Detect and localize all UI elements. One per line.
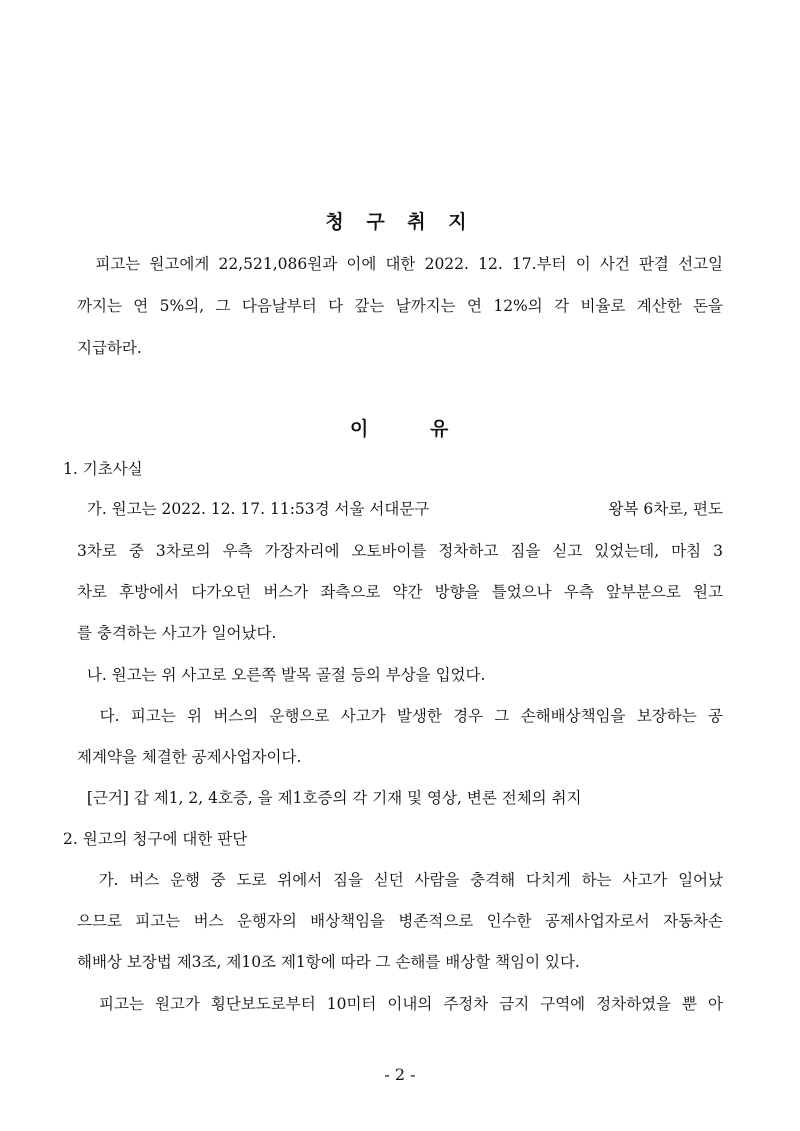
claim-heading: 청 구 취 지 [325,211,475,233]
ga2-line-1: 가. 버스 운행 중 도로 위에서 짐을 싣던 사람을 충격해 다치게 하는 사고가 일어났 [77,871,723,889]
ga1-line-4: 를 충격하는 사고가 일어났다. [77,624,277,642]
reasons-heading-right: 유 [430,418,449,440]
na1-line: 나. 원고는 위 사고로 오른쪽 발목 골절 등의 부상을 입었다. [77,666,486,684]
ga2-line-3: 해배상 보장법 제3조, 제10조 제1항에 따라 그 손해를 배상할 책임이 있다. [77,953,580,971]
reasons-heading-left: 이 [350,418,369,440]
ga1-line-1a: 가. 원고는 2022. 12. 17. 11:53경 서울 서대문구 [77,500,430,518]
page-number: - 2 - [384,1065,416,1084]
claim-line-3: 지급하라. [77,339,142,357]
ga2-line-4: 피고는 원고가 횡단보도로부터 10미터 이내의 주정차 금지 구역에 정차하였을 뿐 아 [77,995,723,1013]
da1-line-1: 다. 피고는 위 버스의 운행으로 사고가 발생한 경우 그 손해배상책임을 보장하는 공 [77,707,723,725]
ga2-line-2: 으므로 피고는 버스 운행자의 배상책임을 병존적으로 인수한 공제사업자로서 자동차손 [77,912,723,930]
ga1-line-2: 3차로 중 3차로의 우측 가장자리에 오토바이를 정차하고 짐을 싣고 있었는데, 마침 3 [77,542,723,560]
da1-line-2: 제계약을 체결한 공제사업자이다. [77,748,302,766]
ga1-line-3: 차로 후방에서 다가오던 버스가 좌측으로 약간 방향을 틀었으나 우측 앞부분으로 원고 [77,583,723,601]
claim-line-1: 피고는 원고에게 22,521,086원과 이에 대한 2022. 12. 17.부터 이 사건 판결 선고일 [77,255,723,273]
section1-title: 1. 기초사실 [63,460,143,478]
basis-line: [근거] 갑 제1, 2, 4호증, 을 제1호증의 각 기재 및 영상, 변론 전체의 취지 [77,789,582,807]
claim-line-2: 까지는 연 5%의, 그 다음날부터 다 갚는 날까지는 연 12%의 각 비율로 계산한 돈을 [77,297,723,315]
section2-title: 2. 원고의 청구에 대한 판단 [63,830,248,848]
ga1-line-1b: 왕복 6차로, 편도 [608,500,723,518]
